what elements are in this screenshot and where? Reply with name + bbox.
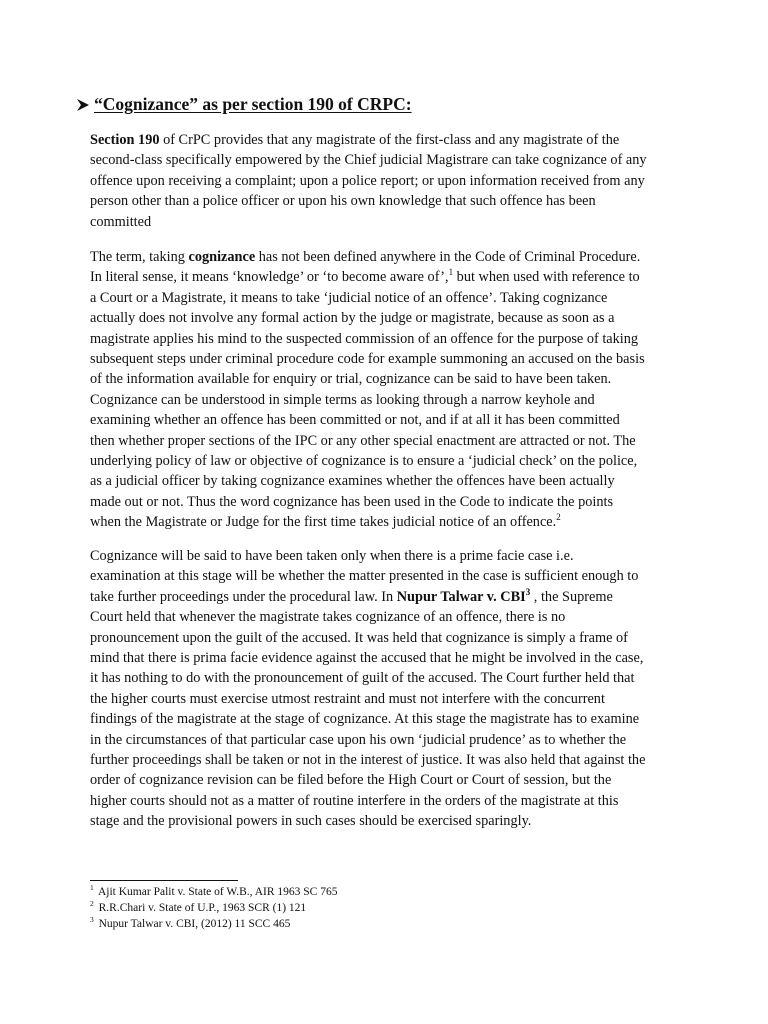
- paragraph-line: mind that there is prima facie evidence against the accused that he might be involved in the case,: [90, 650, 644, 667]
- paragraph-line: subsequent steps under criminal procedure code for example summoning an accused on the basis: [90, 351, 645, 368]
- paragraph-line: stage and the provisional powers in such cases should be exercised sparingly.: [90, 813, 532, 830]
- paragraph-line: The term, taking cognizance has not been defined anywhere in the Code of Criminal Procedure.: [90, 249, 641, 265]
- footnote-ref: 2: [556, 512, 561, 523]
- paragraph-line: when the Magistrate or Judge for the first time takes judicial notice of an offence.$^2$: [90, 512, 561, 531]
- footnote-2: $^2$ R.R.Chari v. State of U.P., 1963 SCR (1) 121: [90, 899, 307, 914]
- footnote-ref: 3: [525, 587, 531, 598]
- footnote-3: $^3$ Nupur Talwar v. CBI, (2012) 11 SCC 465: [90, 915, 291, 930]
- paragraph-line: higher courts should not as a matter of routine interfere in the orders of the magistrate at this: [90, 792, 619, 809]
- paragraph-line: offence upon receiving a complaint; upon a police report; or upon information received from any: [90, 172, 645, 189]
- paragraph-section-190: [90, 130, 710, 232]
- arrowhead-bullet-icon: [75, 97, 91, 113]
- paragraph-line: made out or not. Thus the word cognizance has been used in the Code to indicate the points: [90, 493, 614, 510]
- footnote-1: $^1$ Ajit Kumar Palit v. State of W.B., AIR 1963 SC 765: [90, 883, 338, 898]
- bold-term: cognizance: [188, 249, 256, 265]
- paragraph-line: person other than a police officer or upon his own knowledge that such offence has been: [90, 193, 596, 210]
- paragraph-prima-facie: [90, 546, 710, 832]
- paragraph-line: as a judicial officer by taking cognizance examines whether the offences have been actually: [90, 473, 615, 490]
- paragraph-line: findings of the magistrate at the stage of cognizance. At this stage the magistrate has to examine: [90, 711, 640, 728]
- paragraph-line: actually does not involve any formal action by the judge or magistrate, because as soon as a: [90, 310, 615, 327]
- heading-text: “Cognizance” as per section 190 of CRPC:: [94, 94, 412, 114]
- paragraph-line: then whether proper sections of the IPC or any other special enactment are attracted or not. The: [90, 432, 636, 449]
- paragraph-line: of the information available for enquiry or trial, cognizance can be said to have been taken.: [90, 371, 612, 388]
- paragraph-line: order of cognizance revision can be filed before the High Court or Court of session, but the: [90, 772, 612, 789]
- bold-term: Section 190: [90, 132, 160, 148]
- paragraph-line: in the circumstances of that particular case upon his own ‘judicial prudence’ as to whether the: [90, 731, 627, 748]
- footnote-separator: [90, 880, 238, 881]
- paragraph-line: the higher courts must exercise utmost restraint and must not interfere with the concurrent: [90, 690, 605, 707]
- paragraph-line: pronouncement upon the guilt of the accused. It was held that cognizance is simply a frame of: [90, 629, 628, 646]
- case-name: Nupur Talwar v. CBI: [396, 588, 526, 605]
- paragraph-line: it has nothing to do with the pronouncement of guilt of the accused. The Court further held that: [90, 670, 635, 687]
- paragraph-line: Section 190 of CrPC provides that any magistrate of the first-class and any magistrate of the: [90, 132, 620, 148]
- paragraph-line: a Court or a Magistrate, it means to take ‘judicial notice of an offence’. Taking cognizance: [90, 289, 608, 306]
- paragraph-line: take further proceedings under the procedural law. In Nupur Talwar v. CBI$^3$ , the Supreme: [90, 587, 613, 605]
- paragraph-line: committed: [90, 213, 152, 230]
- footnote-ref: 1: [448, 267, 454, 278]
- paragraph-line: Cognizance can be understood in simple terms as looking through a narrow keyhole and: [90, 391, 595, 408]
- paragraph-line: In literal sense, it means ‘knowledge’ or ‘to become aware of’,$^1$ but when used with reference to: [90, 267, 640, 286]
- paragraph-line: examination at this stage will be whether the matter presented in the case is sufficient enough to: [90, 568, 639, 585]
- paragraph-line: further proceedings shall be taken or not in the interest of justice. It was also held that against the: [90, 752, 646, 769]
- paragraph-line: underlying policy of law or objective of cognizance is to ensure a ‘judicial check’ on the police,: [90, 453, 638, 470]
- footnotes: [90, 884, 337, 932]
- paragraph-line: Cognizance will be said to have been taken only when there is a prime facie case i.e.: [90, 548, 574, 564]
- paragraph-line: magistrate applies his mind to the suspected commission of an offence for the purpose of taking: [90, 330, 639, 347]
- section-heading: [75, 94, 412, 115]
- paragraph-line: Court held that whenever the magistrate takes cognizance of an offence, there is no: [90, 609, 566, 626]
- paragraph-line: examining whether an offence has been committed or not, and if at all it has been committed: [90, 412, 620, 429]
- paragraph-line: second-class specifically empowered by the Chief judicial Magistrare can take cognizance of any: [90, 152, 647, 169]
- paragraph-term-cognizance: [90, 247, 710, 533]
